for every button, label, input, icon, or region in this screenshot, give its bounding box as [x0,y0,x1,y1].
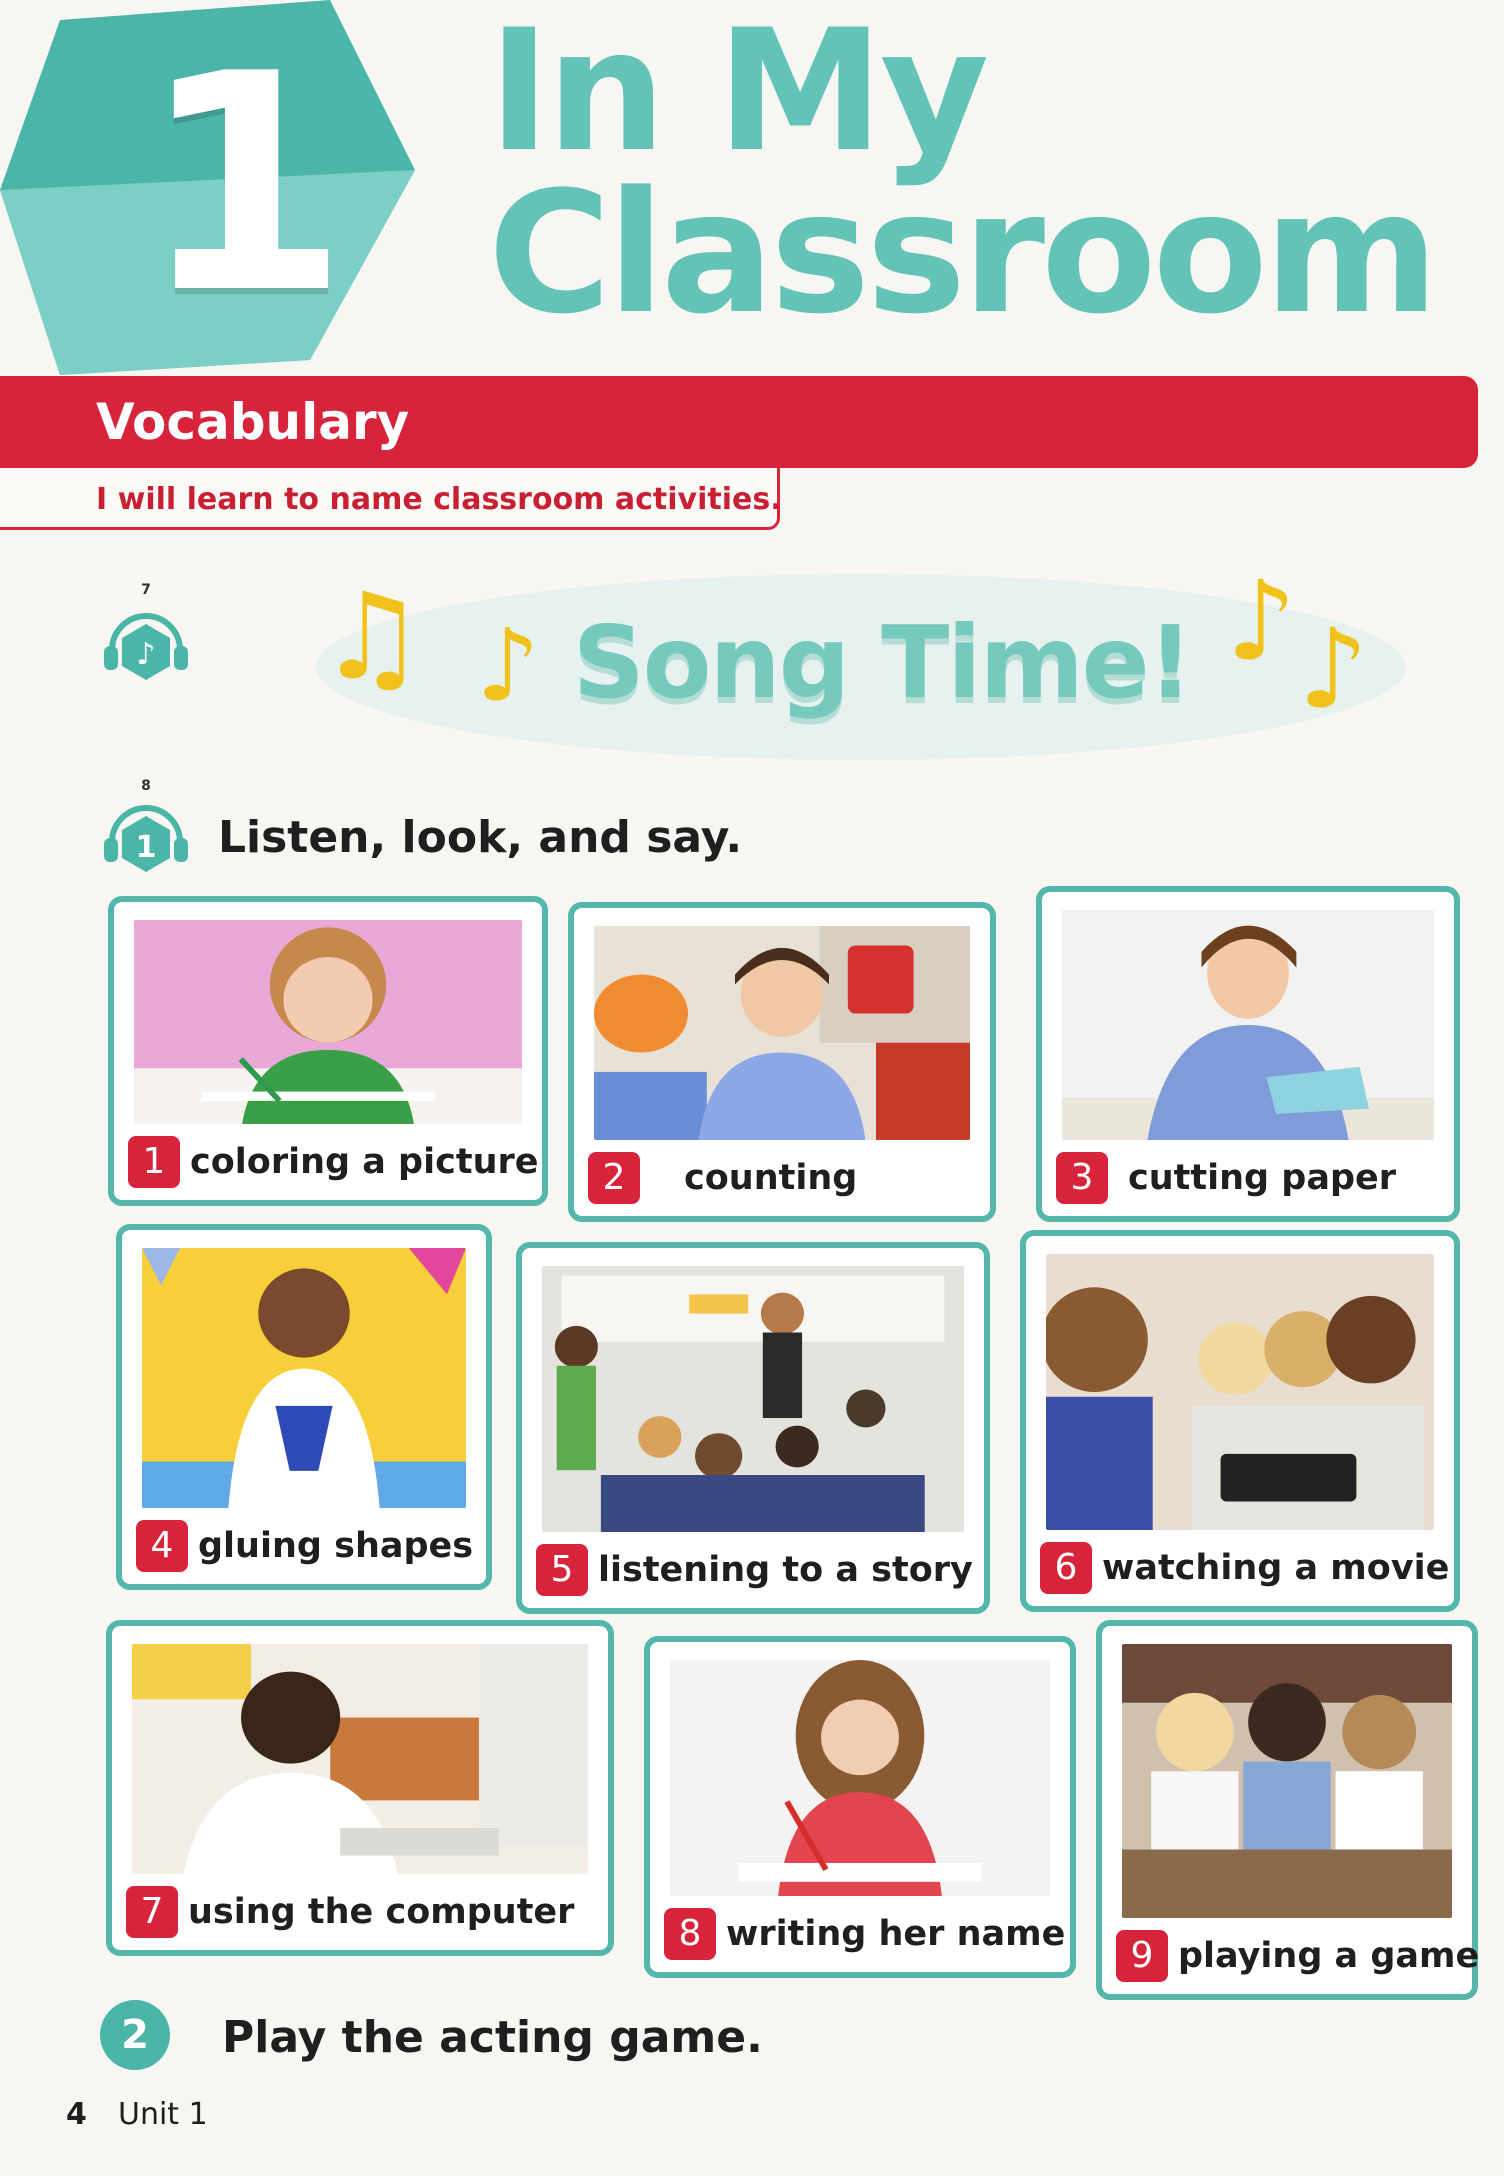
svg-text:♪: ♪ [136,637,156,672]
vocab-card[interactable] [1036,886,1460,1222]
vocab-card[interactable] [108,896,548,1206]
song-track-number: 7 [141,582,151,598]
unit-title-line-1: In My [488,0,986,189]
card-label: gluing shapes [198,1526,474,1566]
card-label: writing her name [726,1914,1066,1954]
vocab-card[interactable] [516,1242,990,1614]
vocab-card[interactable] [106,1620,614,1956]
unit-title-line-2: Classroom [488,155,1435,351]
card-label: counting [684,1158,858,1198]
page-number: 4 [66,2097,87,2132]
vocab-card[interactable] [568,902,996,1222]
card-number: 2 [588,1152,640,1204]
card-number: 5 [536,1544,588,1596]
card-number: 3 [1056,1152,1108,1204]
song-title: Song Time! [572,604,1192,721]
card-number: 7 [126,1886,178,1938]
unit-title [488,0,1488,351]
music-notes-icon: ♫ [318,568,426,707]
activity1-number: 1 [135,830,157,865]
section-label: Vocabulary [96,393,410,451]
card-label: watching a movie [1102,1548,1450,1588]
card-number: 4 [136,1520,188,1572]
headphones-audio-icon[interactable] [98,598,194,694]
card-photo [1122,1644,1452,1918]
music-note-icon: ♪ [1226,557,1297,685]
vocab-card[interactable] [1096,1620,1478,2000]
card-label: listening to a story [598,1550,973,1590]
card-photo [542,1266,964,1532]
card-number: 1 [128,1136,180,1188]
card-number: 9 [1116,1930,1168,1982]
card-label: playing a game [1178,1936,1480,1976]
vocab-card[interactable] [1020,1230,1460,1612]
card-photo [1046,1254,1434,1530]
learning-objective: I will learn to name classroom activities. [96,482,782,517]
card-photo [670,1660,1050,1896]
card-label: using the computer [188,1892,575,1932]
music-note-icon: ♪ [476,607,540,724]
headphones-audio-icon[interactable] [98,790,194,886]
card-label: coloring a picture [190,1142,539,1182]
activity1-instruction: Listen, look, and say. [218,812,743,863]
music-note-icon: ♪ [1298,605,1369,733]
card-photo [132,1644,588,1874]
footer-unit-label: Unit 1 [118,2097,208,2132]
card-label: cutting paper [1128,1158,1397,1198]
activity2-instruction: Play the acting game. [222,2012,763,2063]
card-photo [1062,910,1434,1140]
card-photo [134,920,522,1124]
activity2-number: 2 [100,2000,170,2070]
card-number: 6 [1040,1542,1092,1594]
unit-number: 1 [140,10,349,359]
vocab-card[interactable] [644,1636,1076,1978]
vocab-card[interactable] [116,1224,492,1590]
card-photo [594,926,970,1140]
activity1-track-number: 8 [141,778,151,794]
card-number: 8 [664,1908,716,1960]
card-photo [142,1248,466,1508]
